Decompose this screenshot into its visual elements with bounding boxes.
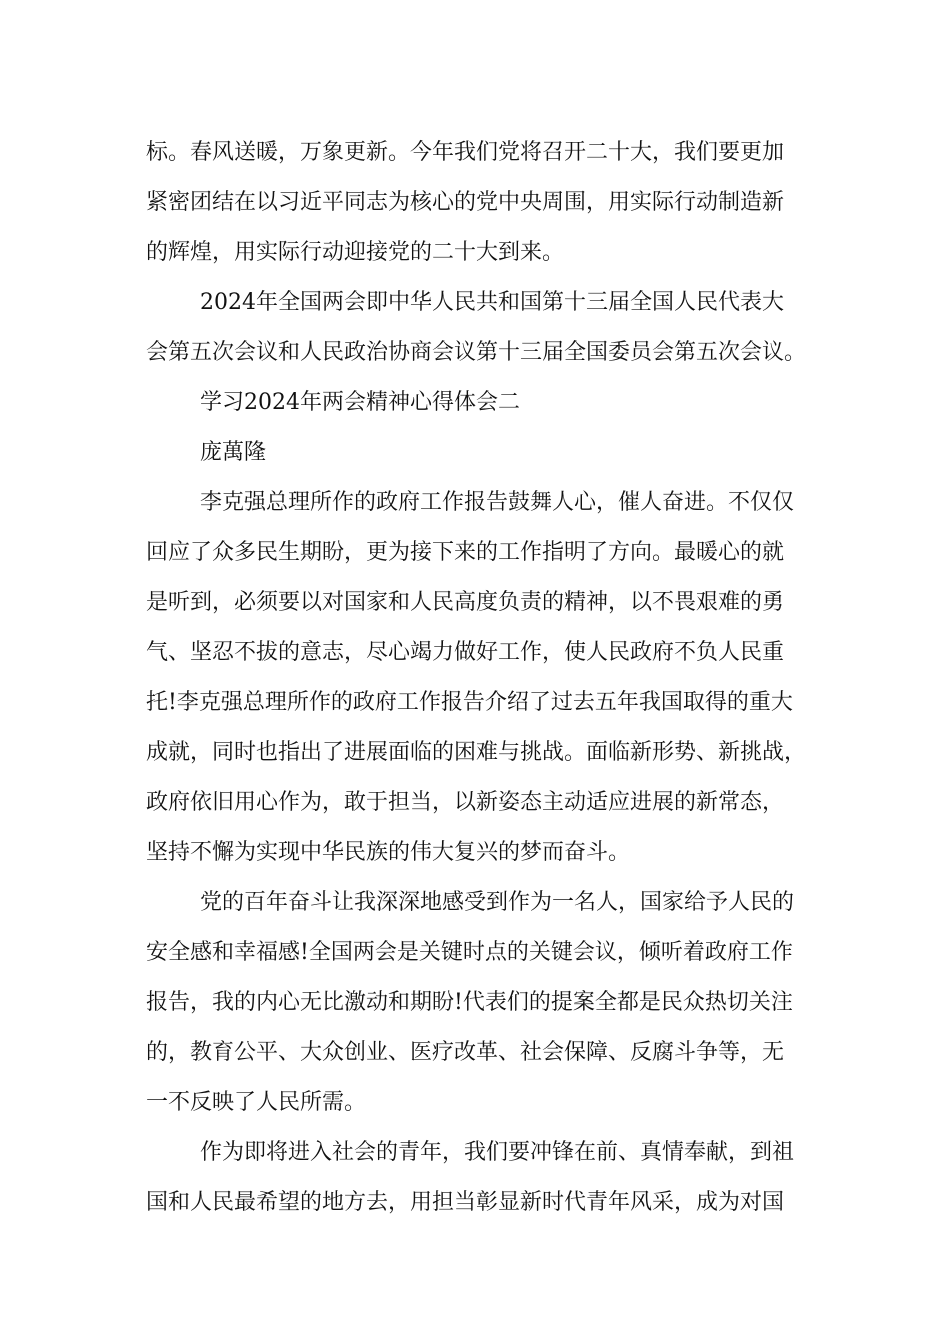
text-line: 成就，同时也指出了进展面临的困难与挑战。面临新形势、新挑战， bbox=[146, 740, 807, 765]
text-line: 气、坚忍不拔的意志，尽心竭力做好工作，使人民政府不负人民重 bbox=[146, 640, 785, 665]
text-line: 标。春风送暖，万象更新。今年我们党将召开二十大，我们要更加 bbox=[146, 140, 785, 165]
document-body bbox=[146, 128, 826, 1228]
text-line: 坚持不懈为实现中华民族的伟大复兴的梦而奋斗。 bbox=[146, 840, 631, 865]
text-line: 安全感和幸福感!全国两会是关键时点的关键会议，倾听着政府工作 bbox=[146, 940, 793, 965]
text-line: 李克强总理所作的政府工作报告鼓舞人心，催人奋进。不仅仅 bbox=[200, 490, 795, 515]
text-line: 学习2024年两会精神心得体会二 bbox=[200, 390, 520, 415]
text-line: 庞萬隆 bbox=[200, 440, 267, 465]
text-line: 报告，我的内心无比激动和期盼!代表们的提案全都是民众热切关注 bbox=[146, 990, 793, 1015]
text-line: 作为即将进入社会的青年，我们要冲锋在前、真情奉献，到祖 bbox=[200, 1140, 795, 1165]
text-line: 国和人民最希望的地方去，用担当彰显新时代青年风采，成为对国 bbox=[146, 1190, 785, 1215]
text-line: 2024年全国两会即中华人民共和国第十三届全国人民代表大 bbox=[200, 290, 784, 315]
text-line: 是听到，必须要以对国家和人民高度负责的精神，以不畏艰难的勇 bbox=[146, 590, 785, 615]
text-line: 政府依旧用心作为，敢于担当，以新姿态主动适应进展的新常态， bbox=[146, 790, 785, 815]
text-line: 会第五次会议和人民政治协商会议第十三届全国委员会第五次会议。 bbox=[146, 340, 807, 365]
text-line: 一不反映了人民所需。 bbox=[146, 1090, 367, 1115]
text-line: 的，教育公平、大众创业、医疗改革、社会保障、反腐斗争等，无 bbox=[146, 1040, 785, 1065]
text-line: 党的百年奋斗让我深深地感受到作为一名人，国家给予人民的 bbox=[200, 890, 795, 915]
text-line: 托!李克强总理所作的政府工作报告介绍了过去五年我国取得的重大 bbox=[146, 690, 793, 715]
text-line: 回应了众多民生期盼，更为接下来的工作指明了方向。最暖心的就 bbox=[146, 540, 785, 565]
text-line: 的辉煌，用实际行动迎接党的二十大到来。 bbox=[146, 240, 565, 265]
text-line: 紧密团结在以习近平同志为核心的党中央周围，用实际行动制造新 bbox=[146, 190, 785, 215]
